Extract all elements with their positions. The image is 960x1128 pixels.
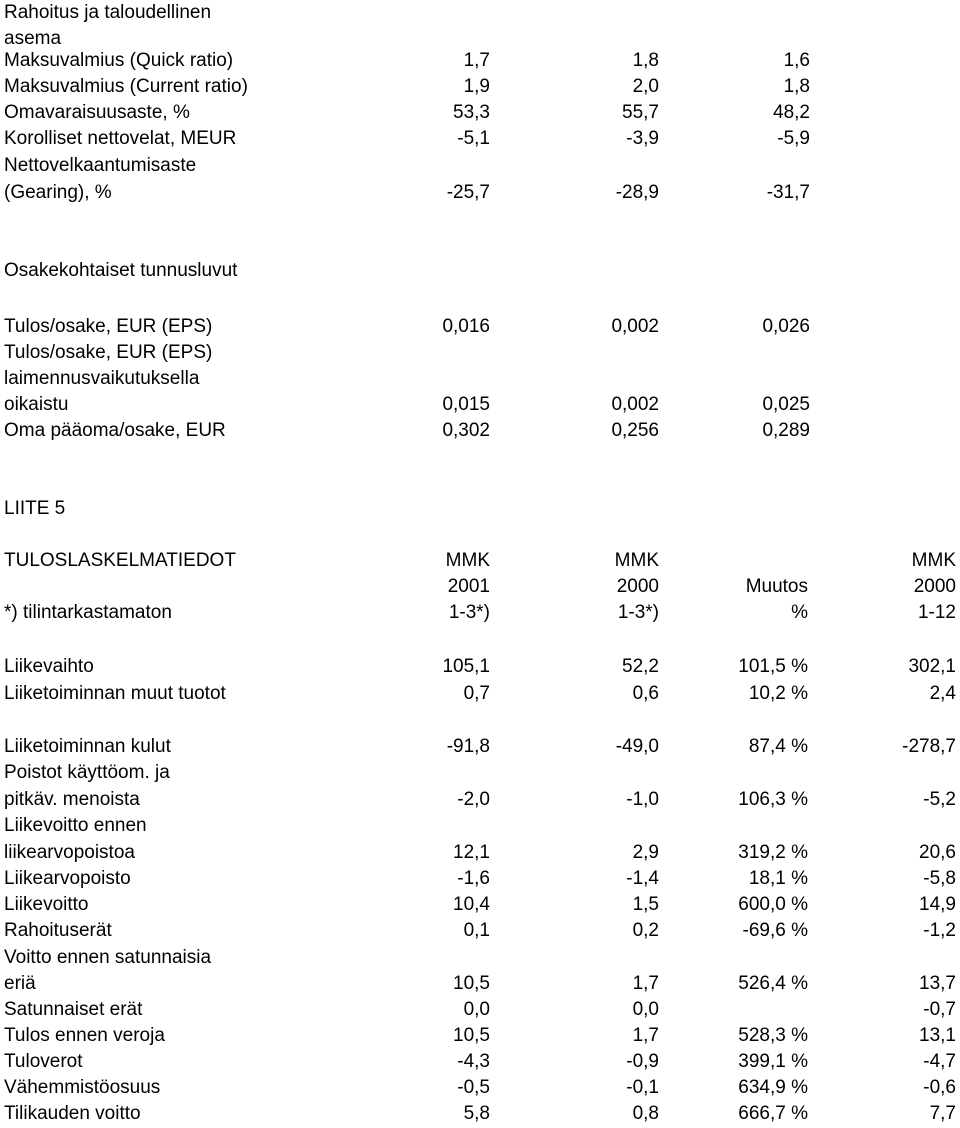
row-label: Liiketoiminnan kulut	[4, 736, 171, 757]
value-2001: -4,3	[457, 1051, 490, 1072]
header-year: 2001	[447, 576, 490, 597]
row-label: oikaistu	[4, 394, 69, 415]
value-change: 18,1 %	[748, 868, 808, 889]
value-2001: 1,9	[463, 76, 490, 97]
value-2000: 0,2	[632, 920, 659, 941]
value-2001: -1,6	[457, 868, 490, 889]
value-2000-full: 7,7	[929, 1103, 956, 1124]
value-2000-full: 0,025	[762, 394, 810, 415]
row-label: Maksuvalmius (Current ratio)	[4, 76, 248, 97]
value-change: 634,9 %	[738, 1077, 808, 1098]
table-row	[0, 918, 960, 944]
value-2000: 0,256	[611, 420, 659, 441]
header-currency: MMK	[445, 550, 490, 571]
header-period: 1-12	[917, 602, 956, 623]
table-row	[0, 126, 960, 152]
value-2000-full: 0,026	[762, 316, 810, 337]
table-row	[0, 997, 960, 1023]
value-2001: 0,016	[442, 316, 490, 337]
note-label: *) tilintarkastamaton	[4, 602, 172, 623]
row-label: Liiketoiminnan muut tuotot	[4, 683, 226, 704]
value-2001: 0,1	[463, 920, 490, 941]
value-2000: -1,4	[626, 868, 659, 889]
value-2000: 1,7	[632, 1025, 659, 1046]
row-label: Tuloverot	[4, 1051, 83, 1072]
value-change: 10,2 %	[748, 683, 808, 704]
section1-title-line1	[0, 0, 960, 26]
section2-title: Osakekohtaiset tunnusluvut	[4, 260, 238, 281]
section3-title: TULOSLASKELMATIEDOT	[4, 550, 236, 571]
table-row	[0, 1101, 960, 1127]
table-row	[0, 866, 960, 892]
value-2000: 2,0	[632, 76, 659, 97]
value-2000-full: -0,6	[923, 1077, 956, 1098]
section2-title-line	[0, 258, 960, 284]
value-2000: 1,7	[632, 973, 659, 994]
value-2001: 105,1	[442, 656, 490, 677]
value-2001: 1,7	[463, 50, 490, 71]
header-period: 1-3*)	[448, 602, 490, 623]
value-2000-full: -4,7	[923, 1051, 956, 1072]
value-2000-full: 13,1	[919, 1025, 956, 1046]
header-year: 2000	[616, 576, 659, 597]
row-label: Tulos/osake, EUR (EPS)	[4, 316, 213, 337]
value-2001: 0,0	[463, 999, 490, 1020]
value-2000: 0,8	[632, 1103, 659, 1124]
table-row	[0, 971, 960, 997]
value-2000: -49,0	[615, 736, 659, 757]
table-header-row	[0, 600, 960, 626]
value-2001: -2,0	[457, 789, 490, 810]
value-2000-full: -0,7	[923, 999, 956, 1020]
row-label: Oma pääoma/osake, EUR	[4, 420, 226, 441]
table-row	[0, 1023, 960, 1049]
value-2000: 0,002	[611, 316, 659, 337]
header-currency: MMK	[911, 550, 956, 571]
table-row	[0, 418, 960, 444]
row-label: Liikearvopoisto	[4, 868, 131, 889]
table-row	[0, 314, 960, 340]
table-row	[0, 681, 960, 707]
value-2000-full: -5,8	[923, 868, 956, 889]
table-row	[0, 392, 960, 418]
row-label: Vähemmistöosuus	[4, 1077, 161, 1098]
table-row-label-wrap	[0, 760, 960, 786]
section1-title-cont: asema	[4, 28, 62, 49]
value-change: -69,6 %	[742, 920, 808, 941]
table-row-label-wrap	[0, 945, 960, 971]
table-row	[0, 892, 960, 918]
row-label: Liikevoitto	[4, 894, 89, 915]
value-2001: 10,4	[453, 894, 490, 915]
row-label: Maksuvalmius (Quick ratio)	[4, 50, 234, 71]
value-2001: -0,5	[457, 1077, 490, 1098]
row-label: Korolliset nettovelat, MEUR	[4, 128, 237, 149]
value-change: 666,7 %	[738, 1103, 808, 1124]
value-2000: 0,6	[632, 683, 659, 704]
row-label: Omavaraisuusaste, %	[4, 102, 190, 123]
value-2000: 0,002	[611, 394, 659, 415]
row-label: Satunnaiset erät	[4, 999, 143, 1020]
value-2000: -3,9	[626, 128, 659, 149]
table-row	[0, 48, 960, 74]
value-2001: 0,7	[463, 683, 490, 704]
row-label: Tulos/osake, EUR (EPS)	[4, 342, 213, 363]
row-label: liikearvopoistoa	[4, 842, 135, 863]
value-2000: 1,8	[632, 50, 659, 71]
table-row	[0, 654, 960, 680]
value-2000-full: 1,6	[783, 50, 810, 71]
value-2000: 55,7	[622, 102, 659, 123]
row-label: Tilikauden voitto	[4, 1103, 141, 1124]
table-row	[0, 787, 960, 813]
row-label: Voitto ennen satunnaisia	[4, 947, 212, 968]
value-change: 528,3 %	[738, 1025, 808, 1046]
header-change: Muutos	[745, 576, 808, 597]
row-label: Liikevaihto	[4, 656, 94, 677]
table-row	[0, 840, 960, 866]
value-2000-full: 14,9	[919, 894, 956, 915]
value-2000: -28,9	[615, 182, 659, 203]
value-change: 600,0 %	[738, 894, 808, 915]
value-2000-full: -31,7	[766, 182, 810, 203]
value-change: 526,4 %	[738, 973, 808, 994]
value-2000-full: -278,7	[902, 736, 956, 757]
table-row-label-wrap	[0, 340, 960, 366]
section1-title: Rahoitus ja taloudellinen	[4, 2, 212, 23]
value-change: 319,2 %	[738, 842, 808, 863]
table-row	[0, 180, 960, 206]
value-change: 87,4 %	[748, 736, 808, 757]
appendix-title: LIITE 5	[4, 498, 66, 519]
value-change: 106,3 %	[738, 789, 808, 810]
value-2001: 0,015	[442, 394, 490, 415]
table-row-label-wrap	[0, 153, 960, 179]
row-label: Rahoituserät	[4, 920, 112, 941]
header-year: 2000	[913, 576, 956, 597]
table-row	[0, 100, 960, 126]
row-label: (Gearing), %	[4, 182, 112, 203]
value-2000-full: 48,2	[773, 102, 810, 123]
row-label: Tulos ennen veroja	[4, 1025, 165, 1046]
value-2000-full: 0,289	[762, 420, 810, 441]
value-2001: 10,5	[453, 1025, 490, 1046]
value-2000: -0,1	[626, 1077, 659, 1098]
row-label: Poistot käyttöom. ja	[4, 762, 170, 783]
table-row	[0, 74, 960, 100]
table-row-label-wrap	[0, 813, 960, 839]
value-2001: 10,5	[453, 973, 490, 994]
header-period: 1-3*)	[617, 602, 659, 623]
value-2001: -91,8	[446, 736, 490, 757]
value-2000: 52,2	[622, 656, 659, 677]
table-row	[0, 734, 960, 760]
header-currency: MMK	[614, 550, 659, 571]
value-2000-full: 13,7	[919, 973, 956, 994]
value-2000: -0,9	[626, 1051, 659, 1072]
value-2000-full: -5,9	[777, 128, 810, 149]
value-2001: 12,1	[453, 842, 490, 863]
value-change: 399,1 %	[738, 1051, 808, 1072]
value-2001: 5,8	[463, 1103, 490, 1124]
value-2000: 2,9	[632, 842, 659, 863]
value-2001: 53,3	[453, 102, 490, 123]
table-row	[0, 1075, 960, 1101]
header-percent: %	[791, 602, 808, 623]
row-label: eriä	[4, 973, 36, 994]
table-header-row	[0, 548, 960, 574]
value-2001: -25,7	[446, 182, 490, 203]
value-2000-full: -1,2	[923, 920, 956, 941]
row-label: pitkäv. menoista	[4, 789, 140, 810]
value-2000-full: 20,6	[919, 842, 956, 863]
value-2001: -5,1	[457, 128, 490, 149]
value-2000-full: 1,8	[783, 76, 810, 97]
appendix-title-line	[0, 496, 960, 522]
value-2001: 0,302	[442, 420, 490, 441]
value-2000-full: 302,1	[908, 656, 956, 677]
value-2000: 0,0	[632, 999, 659, 1020]
value-change: 101,5 %	[738, 656, 808, 677]
table-row-label-wrap	[0, 366, 960, 392]
value-2000: -1,0	[626, 789, 659, 810]
table-header-row	[0, 574, 960, 600]
value-2000-full: 2,4	[929, 683, 956, 704]
value-2000: 1,5	[632, 894, 659, 915]
table-row	[0, 1049, 960, 1075]
row-label: Liikevoitto ennen	[4, 815, 147, 836]
row-label: Nettovelkaantumisaste	[4, 155, 197, 176]
row-label: laimennusvaikutuksella	[4, 368, 200, 389]
value-2000-full: -5,2	[923, 789, 956, 810]
